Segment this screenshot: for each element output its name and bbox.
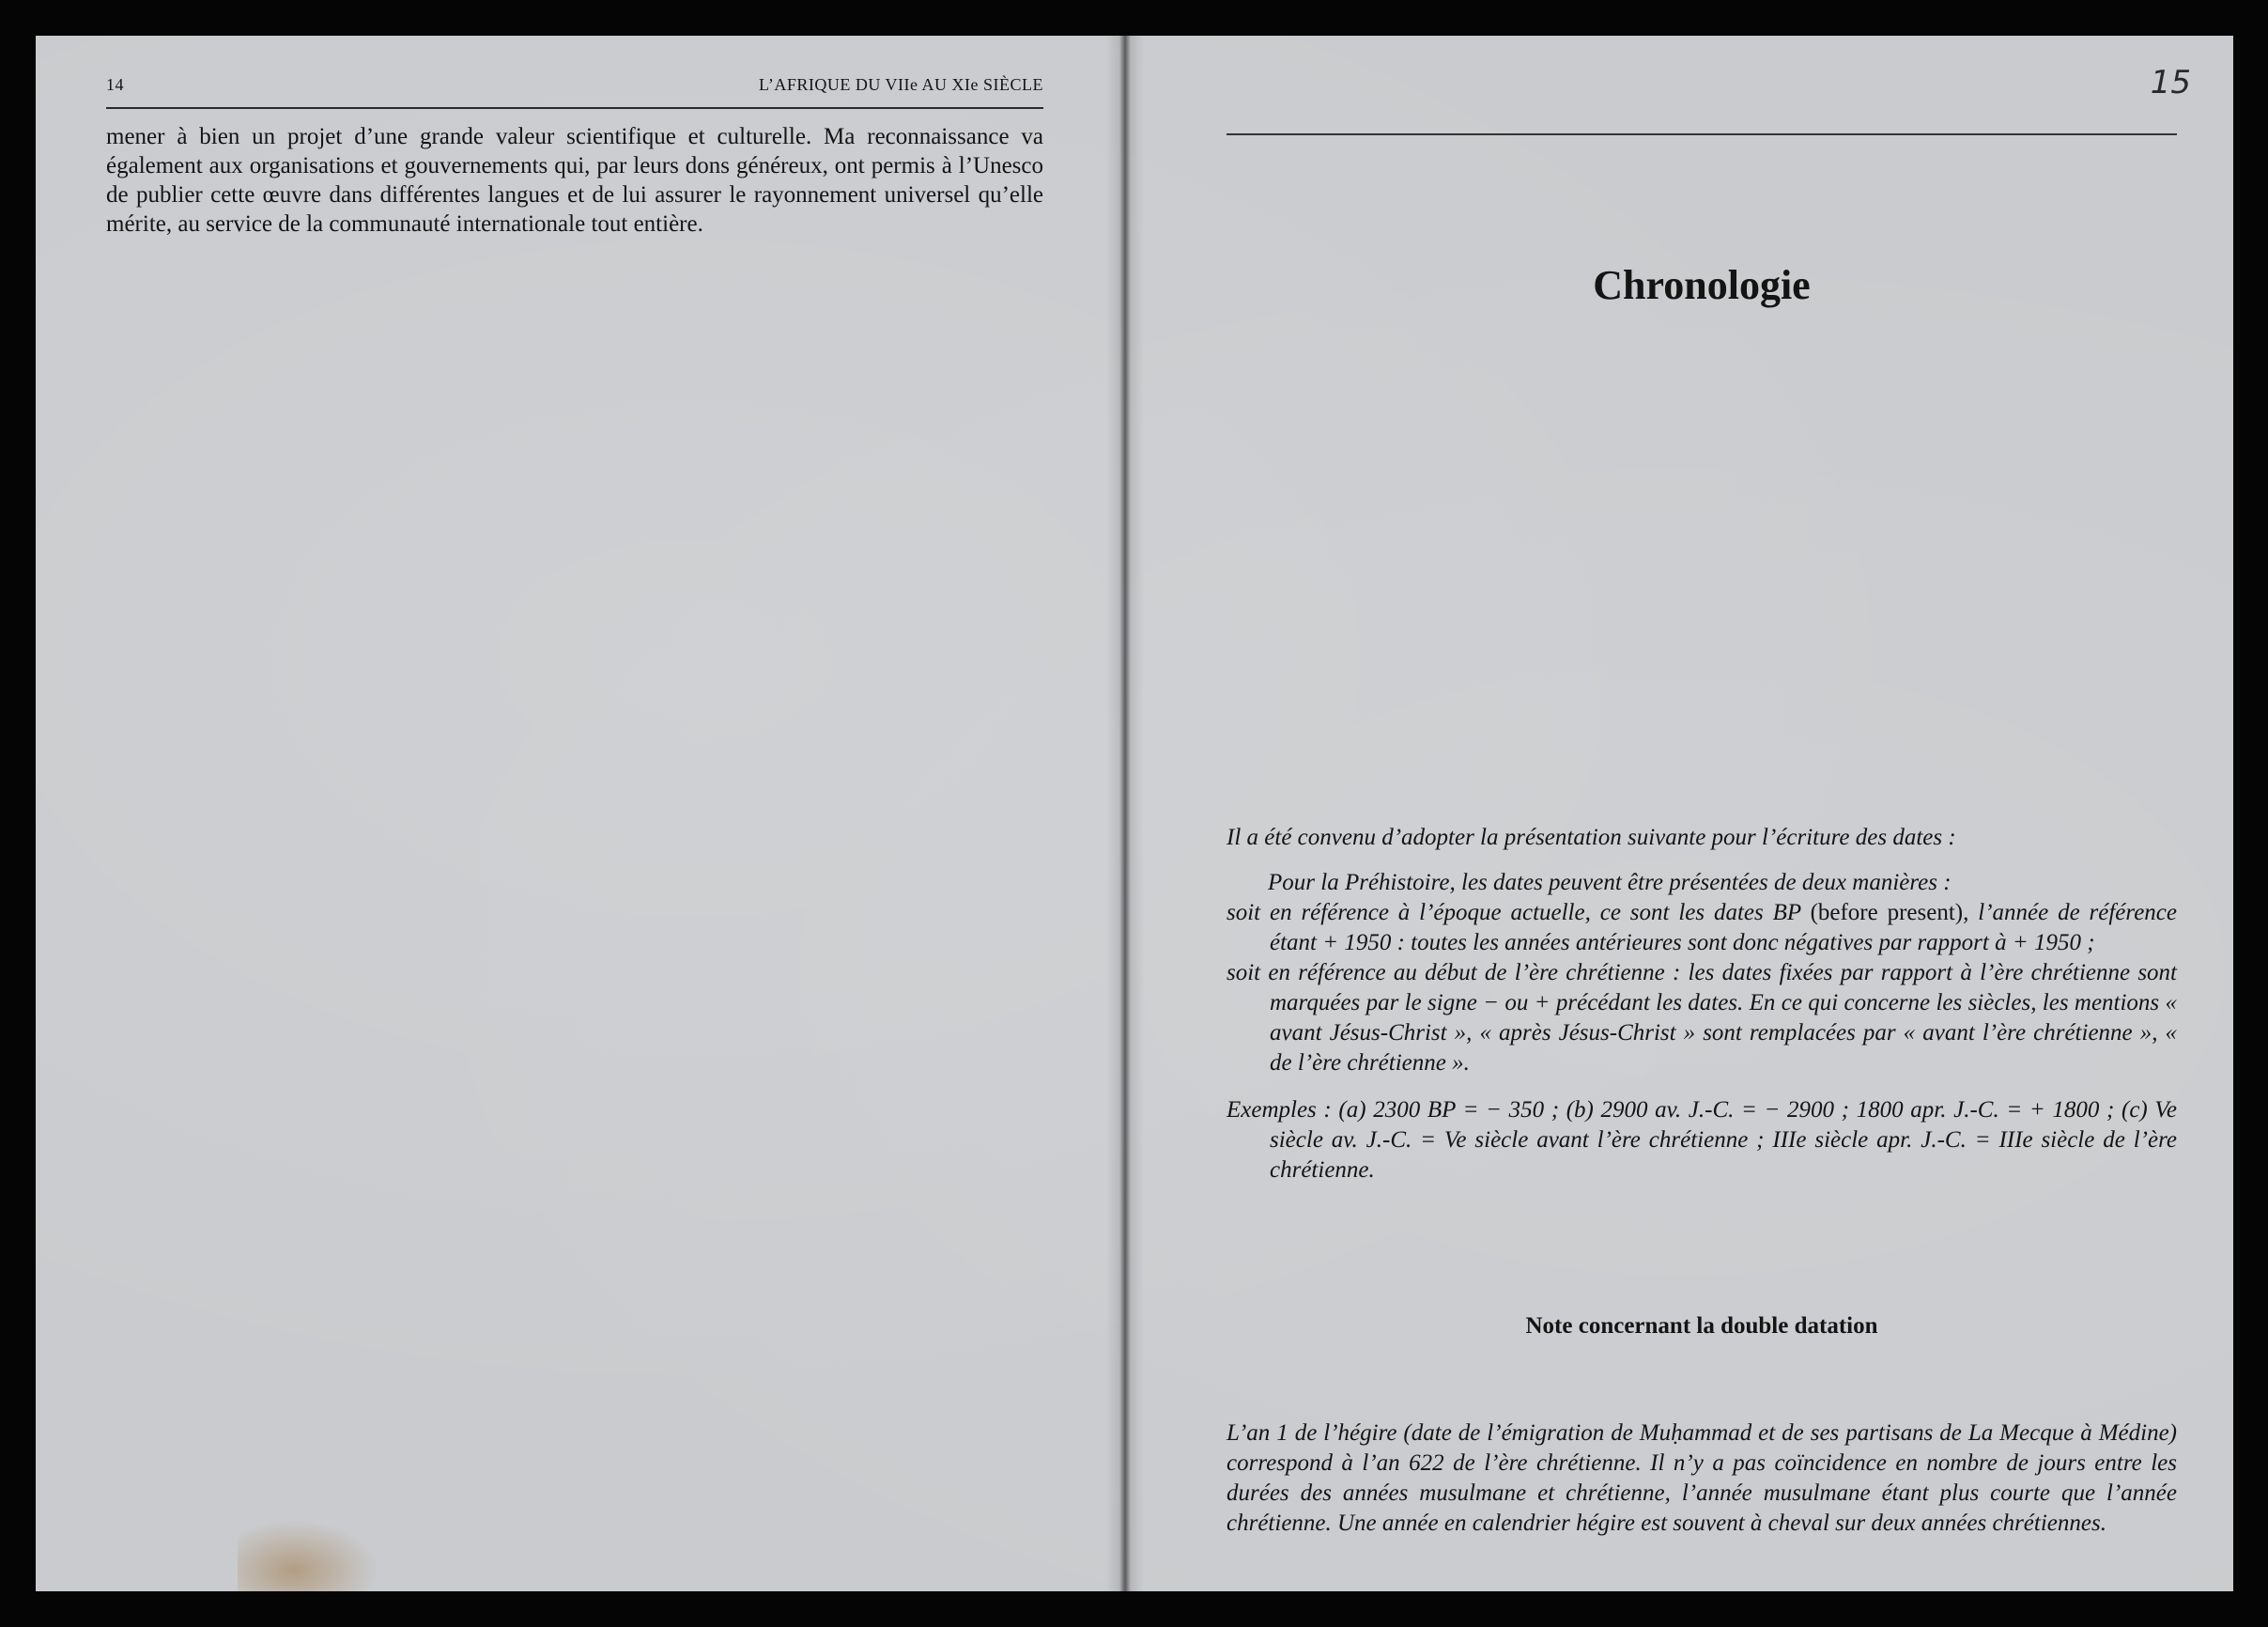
convention-item-bp	[1227, 898, 2177, 958]
book-gutter	[1106, 36, 1144, 1591]
convention-item-christian-era: soit en référence au début de l’ère chrétienne : les dates fixées par rapport à l’ère chrétienne sont marquées par le signe − ou + précédant les dates. En ce qui concerne les siècles, les mentions « avant Jésus-Christ », « après Jésus-Christ » sont remplacées par « avant l’ère chrétienne », « de l’ère chrétienne ».	[1227, 960, 2177, 1076]
item-bp-text-a: soit en référence à l’époque actuelle, ce sont les dates BP	[1227, 900, 1811, 925]
paper-stain	[238, 1520, 378, 1591]
page-number: 14	[106, 75, 124, 94]
running-head	[106, 73, 1043, 109]
item-bp-text-b: , l’année de référence étant + 1950 : toutes les années antérieures sont donc négatives par rapport à + 1950 ;	[1270, 900, 2177, 955]
date-conventions	[1227, 823, 2177, 1185]
right-page	[1227, 64, 2191, 1576]
conventions-intro: Il a été convenu d’adopter la présentation suivante pour l’écriture des dates :	[1227, 825, 1956, 850]
left-body-text: mener à bien un projet d’une grande valeur scientifique et culturelle. Ma reconnaissance va également aux organisations et gouvernements qui, par leurs dons généreux, ont permis à l’Unesco de publier cette œuvre dans différentes langues et de lui assurer le rayonnement universel qu’elle mérite, au service de la communauté internationale tout entière.	[106, 124, 1043, 237]
header-rule	[1227, 133, 2177, 135]
note-title: Note concernant la double datation	[1525, 1313, 1878, 1339]
item-bp-upright: (before present)	[1810, 900, 1964, 925]
note-text: L’an 1 de l’hégire (date de l’émigration de Muḥammad et de ses partisans de La Mecque à Médine) correspond à l’an 622 de l’ère chrétienne. Il n’y a pas coïncidence en nombre de jours entre les durées des années musulmane et chrétienne, l’année musulmane étant plus courte que l’année chrétienne. Une année en calendrier hégire est souvent à cheval sur deux années chrétiennes.	[1227, 1420, 2177, 1536]
prehistory-line: Pour la Préhistoire, les dates peuvent être présentées de deux manières :	[1268, 870, 1952, 895]
handwritten-page-number: 15	[2150, 64, 2191, 101]
left-page	[106, 73, 1043, 239]
running-title: L’AFRIQUE DU VIIe AU XIe SIÈCLE	[759, 75, 1043, 94]
chapter-title: Chronologie	[1593, 262, 1811, 308]
book-spread	[36, 36, 2233, 1591]
examples: Exemples : (a) 2300 BP = − 350 ; (b) 2900 av. J.-C. = − 2900 ; 1800 apr. J.-C. = + 1800 ; (c) Ve siècle av. J.-C. = Ve siècle avant l’ère chrétienne ; IIIe siècle apr. J.-C. = IIIe siècle de l’ère chrétienne.	[1227, 1097, 2177, 1183]
